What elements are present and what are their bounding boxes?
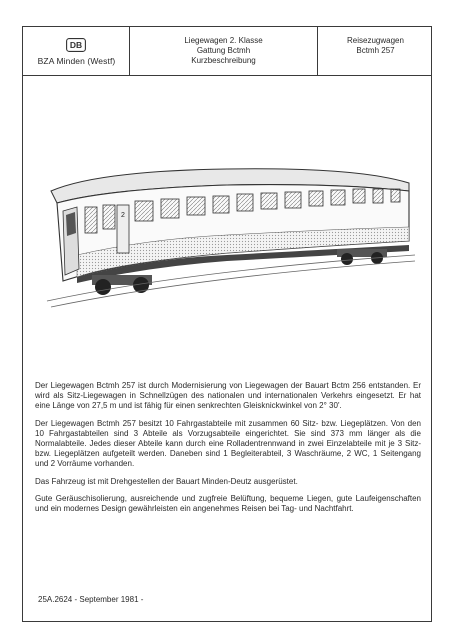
paragraph: Gute Geräuschisolierung, ausreichende und zugfreie Belüftung, bequeme Liegen, gute Laufeigenschaften und ein modernes Design gewährleisten ein angenehmes Reisen bei Tag- und Nachtfahrt. <box>35 493 421 514</box>
header-org-cell <box>23 27 130 75</box>
header-category-cell <box>318 27 433 75</box>
body-text <box>35 381 421 521</box>
title-line: Liegewagen 2. Klasse <box>184 36 263 45</box>
title-line: Kurzbeschreibung <box>191 56 256 65</box>
wagon-end-window <box>66 212 76 236</box>
class-marking: 2 <box>121 212 125 219</box>
wagon-illustration <box>37 159 417 309</box>
wagon-bogie <box>92 275 152 295</box>
title-line: Gattung Bctmh <box>196 46 251 55</box>
category-line: Reisezugwagen <box>347 36 404 45</box>
paragraph: Das Fahrzeug ist mit Drehgestellen der Bauart Minden-Deutz ausgerüstet. <box>35 476 298 486</box>
category-line: Bctmh 257 <box>356 46 395 55</box>
paragraph: Der Liegewagen Bctmh 257 besitzt 10 Fahrgastabteile mit zusammen 60 Sitz- bzw. Liegeplätzen. Von den 10 Fahrgastabteilen sind 3 Abteile als Vorzugsabteile eingerichtet. Sie sind 373 mm länger als die Normalabteile. Jedes dieser Abteile kann durch eine Rolladentrennwand in zwei Einzelabteile mit je 3 Sitz- bzw. Liegeplätzen aufgeteilt werden. Daneben sind 1 Begleiterabteil, 3 Waschräume, 2 WC, 1 Seitengang und 2 Vorräume vorhanden. <box>35 418 421 469</box>
org-name: BZA Minden (Westf) <box>37 56 116 66</box>
paragraph: Der Liegewagen Bctmh 257 ist durch Modernisierung von Liegewagen der Bauart Bctm 256 entstanden. Er wird als Sitz-Liegewagen in Schnellzügen des nationalen und internationalen Verkehrs eingesetzt. Er hat eine Länge von 27,5 m und ist fähig für einen senkrechten Gleisknickwinkel von 2° 30'. <box>35 381 421 411</box>
document-header <box>23 27 431 76</box>
document-footer: 25A.2624 - September 1981 - <box>38 595 144 604</box>
db-logo-icon <box>66 38 86 52</box>
document-page <box>22 26 432 622</box>
wagon-bogie <box>337 249 387 265</box>
db-logo-text: DB <box>69 40 83 50</box>
header-title-cell <box>130 27 318 75</box>
